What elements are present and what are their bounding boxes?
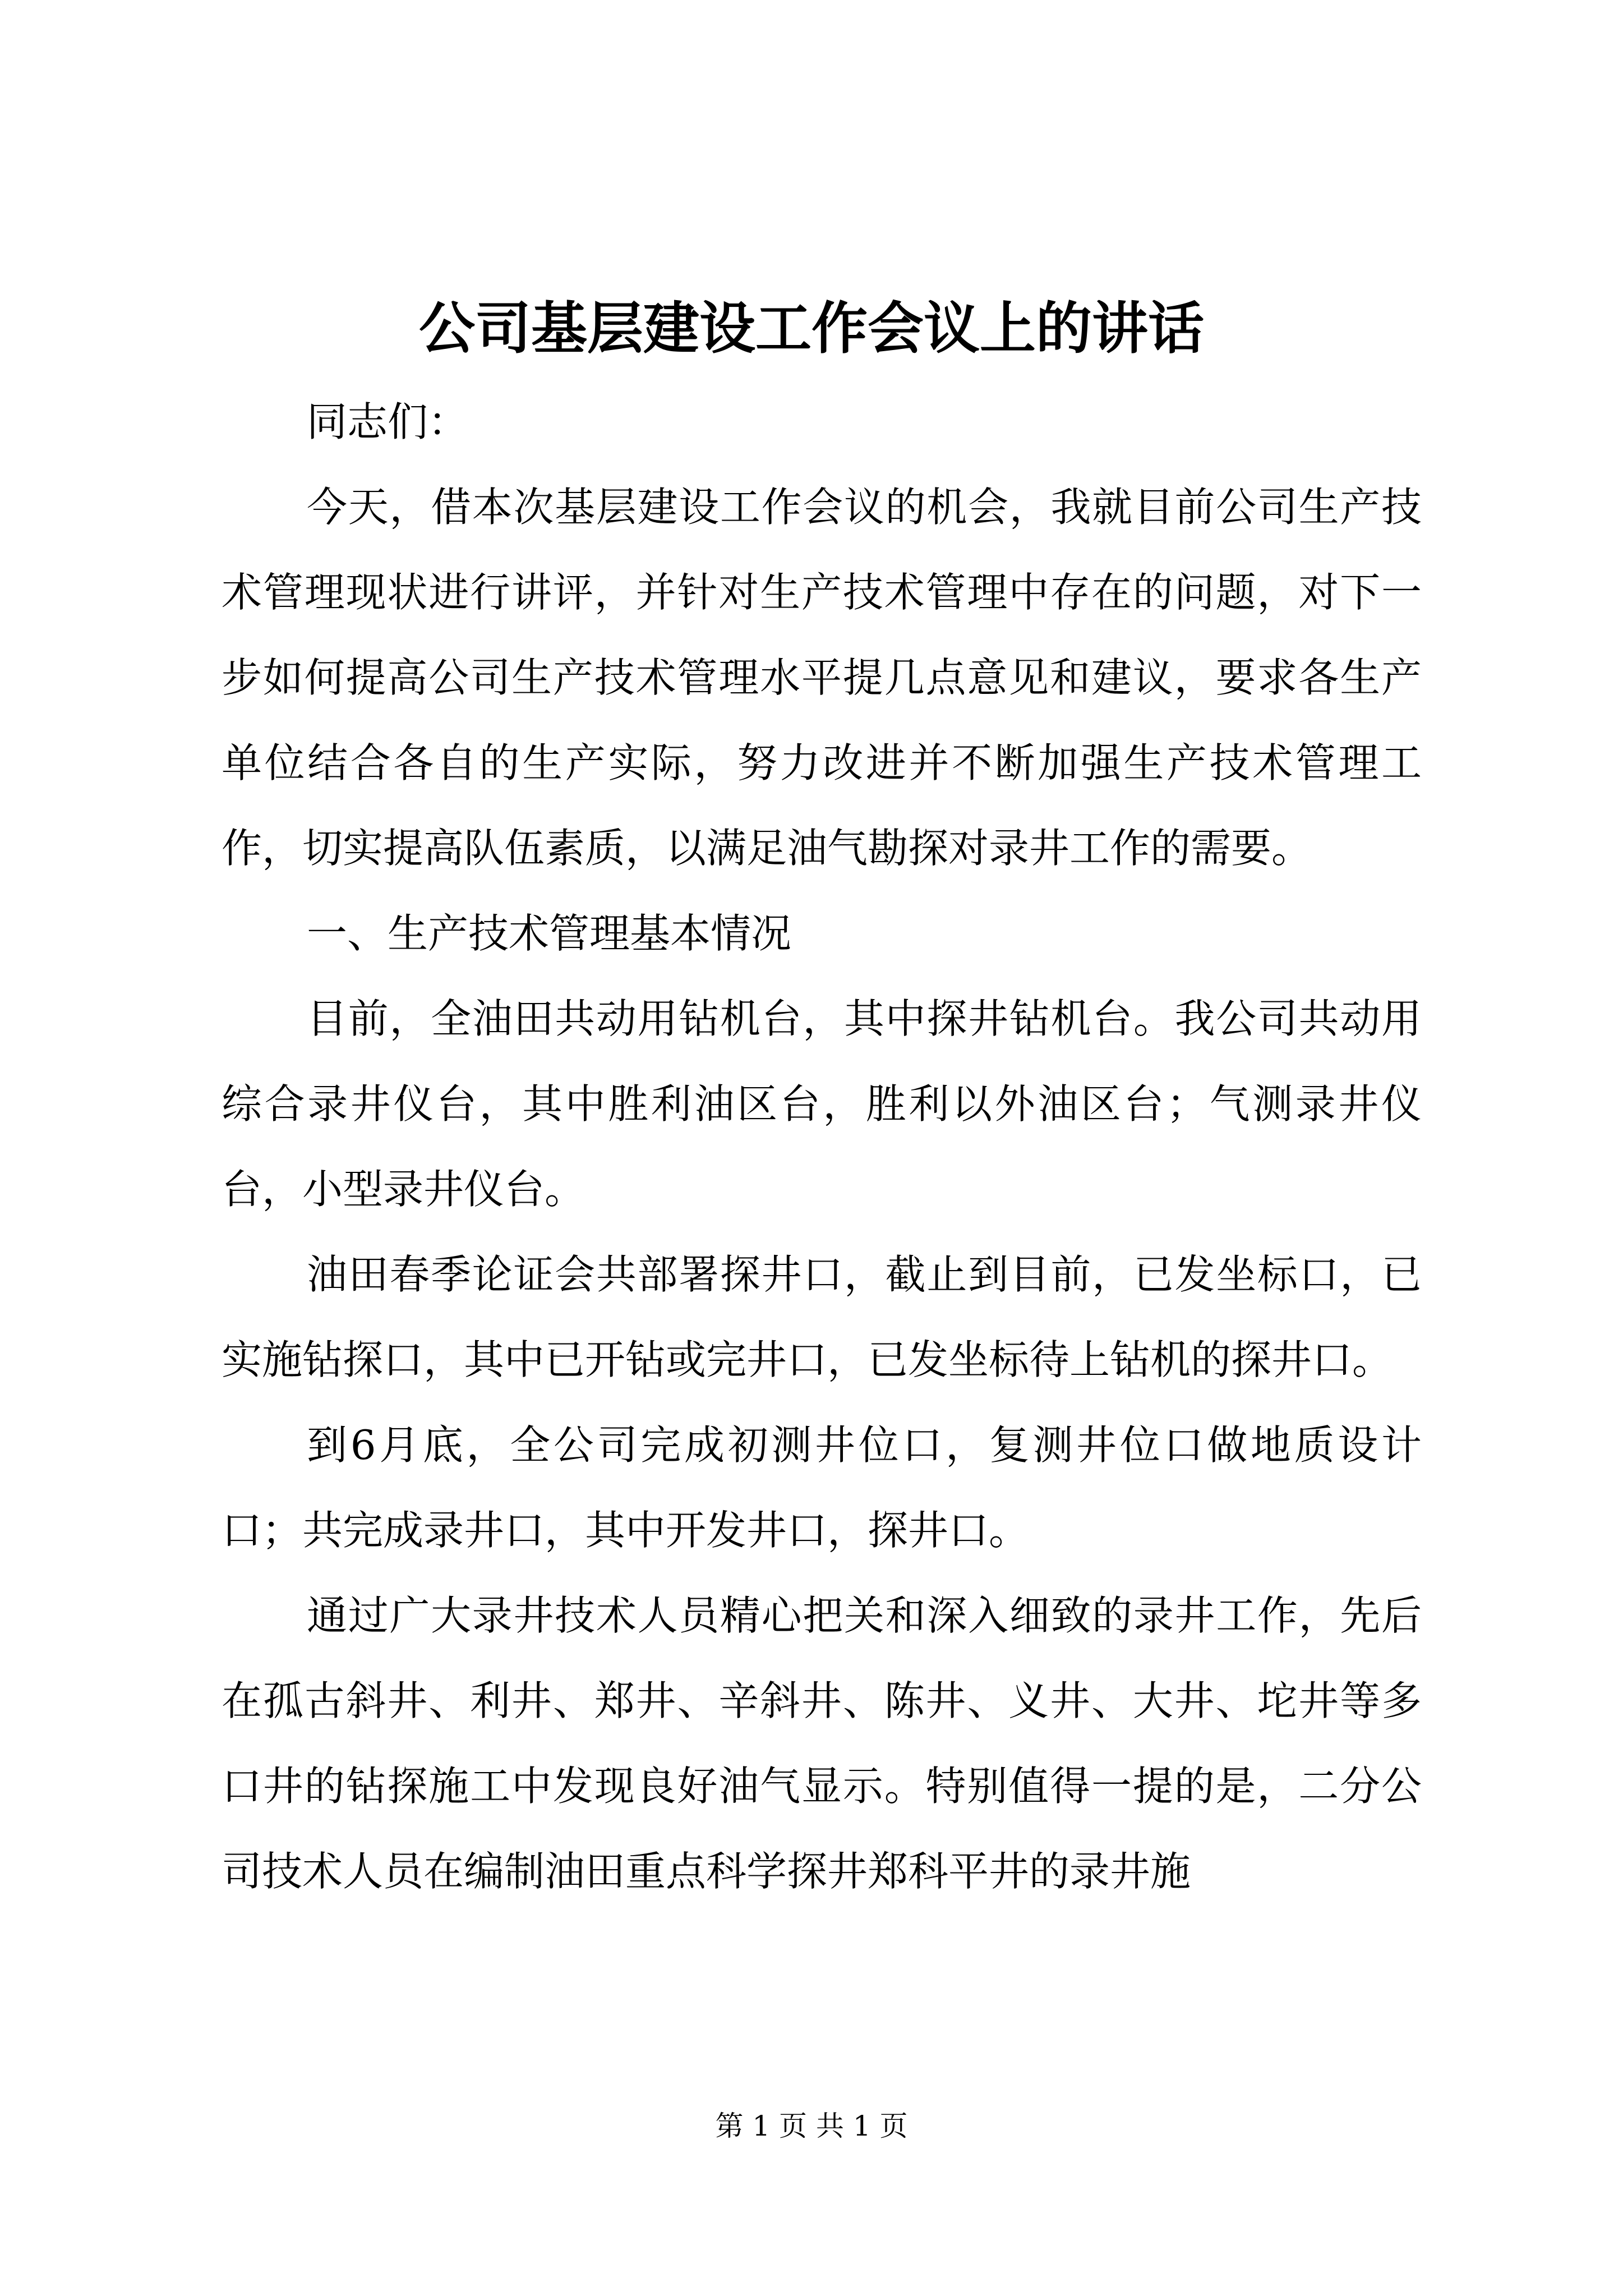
document-body bbox=[222, 379, 1422, 1914]
paragraph: 今天，借本次基层建设工作会议的机会，我就目前公司生产技术管理现状进行讲评，并针对生产技术管理中存在的问题，对下一步如何提高公司生产技术管理水平提几点意见和建议，要求各生产单位结合各自的生产实际，努力改进并不断加强生产技术管理工作，切实提高队伍素质，以满足油气勘探对录井工作的需要。 bbox=[222, 484, 1422, 872]
paragraph: 油田春季论证会共部署探井口，截止到目前，已发坐标口，已实施钻探口，其中已开钻或完井口，已发坐标待上钻机的探井口。 bbox=[222, 1251, 1422, 1383]
paragraph: 目前，全油田共动用钻机台，其中探井钻机台。我公司共动用综合录井仪台，其中胜利油区台，胜利以外油区台；气测录井仪台，小型录井仪台。 bbox=[222, 995, 1422, 1213]
paragraph: 到6月底，全公司完成初测井位口，复测井位口做地质设计口；共完成录井口，其中开发井口，探井口。 bbox=[222, 1421, 1422, 1554]
document-title: 公司基层建设工作会议上的讲话 bbox=[419, 295, 1204, 361]
section-heading: 一、生产技术管理基本情况 bbox=[307, 910, 792, 957]
paragraph: 通过广大录井技术人员精心把关和深入细致的录井工作，先后在孤古斜井、利井、郑井、辛斜井、陈井、义井、大井、坨井等多口井的钻探施工中发现良好油气显示。特别值得一提的是，二分公司技术人员在编制油田重点科学探井郑科平井的录井施 bbox=[222, 1592, 1422, 1895]
salutation: 同志们： bbox=[307, 398, 469, 445]
page-footer: 第 1 页 共 1 页 bbox=[715, 2110, 908, 2142]
